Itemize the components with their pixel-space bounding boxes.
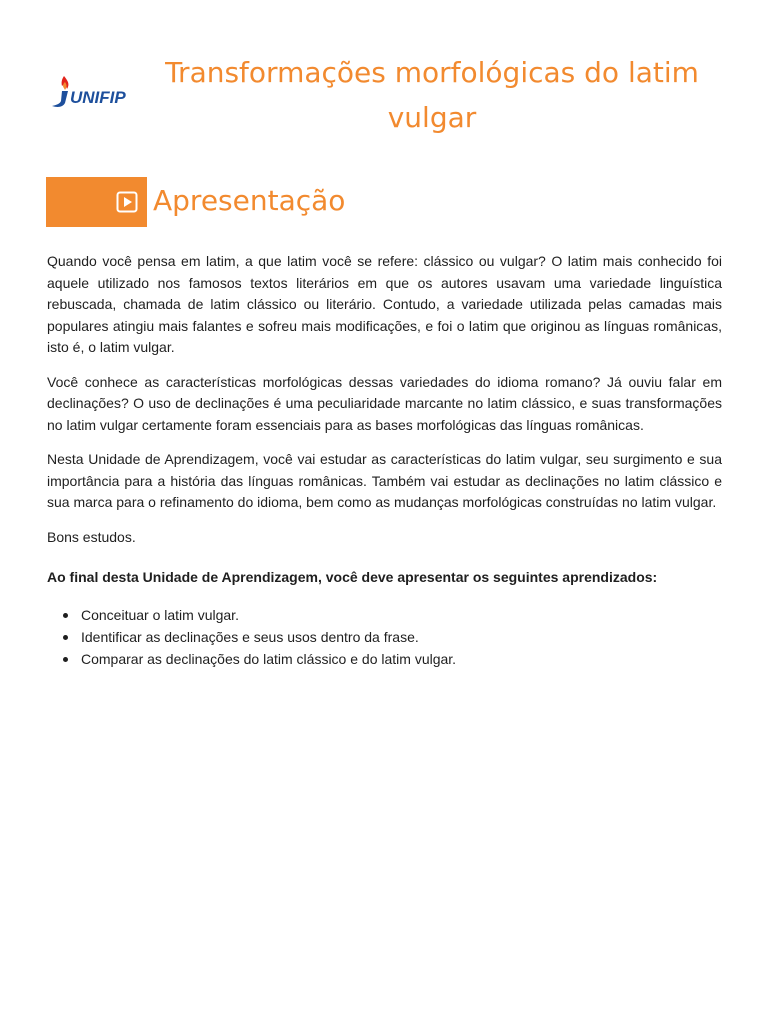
objectives-heading: Ao final desta Unidade de Aprendizagem, você deve apresentar os seguintes aprendizados: [47,569,658,585]
list-item: Comparar as declinações do latim clássico e do latim vulgar. [47,648,722,670]
section-banner [46,177,147,227]
paragraph: Nesta Unidade de Aprendizagem, você vai estudar as características do latim vulgar, seu surgimento e sua importância para a história das línguas românicas. Também vai estudar as declinações no latim clássico e sua marca para o refinamento do idioma, bem como as mudanças morfológicas construídas no latim vulgar. [47,451,722,510]
section-title: Apresentação [153,184,346,217]
page-title: Transformações morfológicas do latim vulgar [165,56,699,134]
unifip-logo [46,72,144,112]
play-icon [116,191,138,213]
logo-wordmark: UNIFIP [70,88,126,107]
list-item: Conceituar o latim vulgar. [47,604,722,626]
paragraph: Bons estudos. [47,528,136,545]
paragraph: Você conhece as características morfológicas dessas variedades do idioma romano? Já ouviu falar em declinações? O uso de declinações é uma peculiaridade marcante no latim clássico, e suas transformações no latim vulgar certamente foram essenciais para as bases morfológicas das línguas românicas. [47,373,722,433]
objectives-list [47,604,722,670]
main-content [47,251,722,670]
paragraph: Quando você pensa em latim, a que latim você se refere: clássico ou vulgar? O latim mais conhecido foi aquele utilizado nos famosos textos literários em que os autores usavam uma variedade linguística rebuscada, chamada de latim clássico ou literário. Contudo, a variedade utilizada pelas camadas mais populares atingiu mais falantes e sofreu mais modificações, e foi o latim que originou as línguas românicas, isto é, o latim vulgar. [47,253,722,355]
list-item: Identificar as declinações e seus usos dentro da frase. [47,626,722,648]
